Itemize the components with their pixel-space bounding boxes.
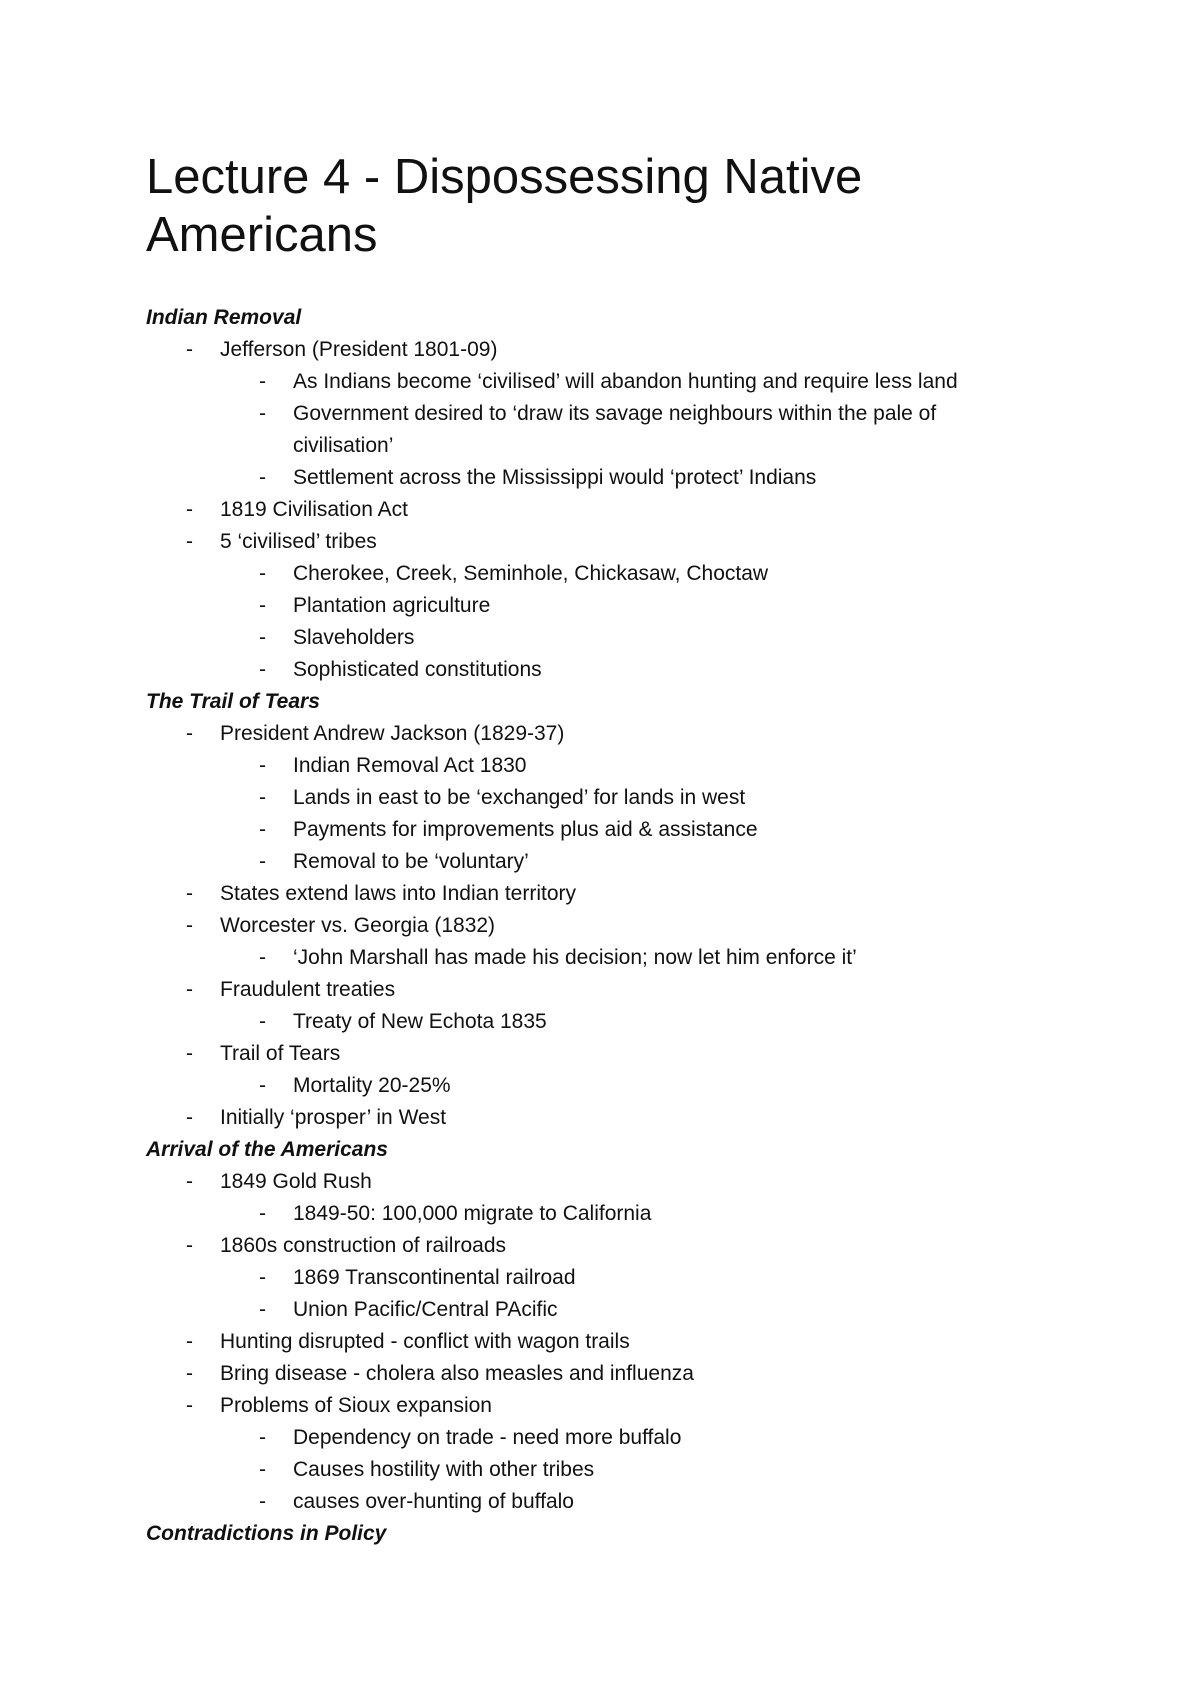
bullet-dash: -	[259, 1010, 266, 1033]
list-item-text: Removal to be ‘voluntary’	[293, 850, 529, 873]
list-item-text: Government desired to ‘draw its savage neighbours within the pale of	[293, 402, 937, 425]
list-item-text: Dependency on trade - need more buffalo	[293, 1426, 682, 1449]
bullet-dash: -	[186, 882, 193, 905]
bullet-dash: -	[259, 1298, 266, 1321]
list-item-text: Slaveholders	[293, 626, 415, 649]
bullet-dash: -	[186, 530, 193, 553]
page-title	[146, 148, 1106, 264]
bullet-dash: -	[186, 1362, 193, 1385]
list-item-text: Fraudulent treaties	[220, 978, 396, 1001]
list-item-text: Sophisticated constitutions	[293, 658, 542, 681]
bullet-dash: -	[259, 466, 266, 489]
list-item-text: Problems of Sioux expansion	[220, 1394, 492, 1417]
bullet-dash: -	[259, 754, 266, 777]
bullet-dash: -	[186, 1170, 193, 1193]
list-item-text: Payments for improvements plus aid & assistance	[293, 818, 758, 841]
bullet-dash: -	[259, 1266, 266, 1289]
bullet-dash: -	[186, 914, 193, 937]
bullet-dash: -	[259, 1426, 266, 1449]
list-item-text: Hunting disrupted - conflict with wagon trails	[220, 1330, 630, 1353]
list-item-text: Indian Removal Act 1830	[293, 754, 527, 777]
list-item-text: Treaty of New Echota 1835	[293, 1010, 547, 1033]
bullet-dash: -	[186, 1042, 193, 1065]
section-heading-arrival: Arrival of the Americans	[146, 1138, 388, 1161]
bullet-dash: -	[186, 1106, 193, 1129]
list-item-text: Trail of Tears	[220, 1042, 341, 1065]
list-item-text: Lands in east to be ‘exchanged’ for lands in west	[293, 786, 746, 809]
bullet-dash: -	[259, 626, 266, 649]
list-item-text: 5 ‘civilised’ tribes	[220, 530, 377, 553]
title-line-2: Americans	[146, 208, 378, 262]
bullet-dash: -	[186, 1330, 193, 1353]
list-item-text: Union Pacific/Central PAcific	[293, 1298, 558, 1321]
list-item-text: President Andrew Jackson (1829-37)	[220, 722, 565, 745]
list-item-text: As Indians become ‘civilised’ will abandon hunting and require less land	[293, 370, 958, 393]
section-heading-trail-of-tears: The Trail of Tears	[146, 690, 320, 713]
section-heading-contradictions: Contradictions in Policy	[146, 1522, 387, 1545]
bullet-dash: -	[259, 786, 266, 809]
list-item-text: 1849 Gold Rush	[220, 1170, 372, 1193]
list-item-text: 1819 Civilisation Act	[220, 498, 408, 521]
list-item-text: 1869 Transcontinental railroad	[293, 1266, 576, 1289]
bullet-dash: -	[259, 946, 266, 969]
bullet-dash: -	[259, 1490, 266, 1513]
list-item-continuation: civilisation’	[293, 434, 394, 457]
bullet-dash: -	[259, 370, 266, 393]
bullet-dash: -	[186, 498, 193, 521]
list-item-text: Bring disease - cholera also measles and influenza	[220, 1362, 694, 1385]
bullet-dash: -	[259, 818, 266, 841]
title-line-1: Lecture 4 - Dispossessing Native	[146, 150, 863, 204]
bullet-dash: -	[186, 338, 193, 361]
list-item-text: ‘John Marshall has made his decision; now let him enforce it’	[293, 946, 857, 969]
bullet-dash: -	[186, 978, 193, 1001]
list-item-text: Causes hostility with other tribes	[293, 1458, 595, 1481]
bullet-dash: -	[259, 658, 266, 681]
bullet-dash: -	[186, 722, 193, 745]
list-item-text: causes over-hunting of buffalo	[293, 1490, 574, 1513]
list-item-text: Mortality 20-25%	[293, 1074, 451, 1097]
list-item-text: Worcester vs. Georgia (1832)	[220, 914, 496, 937]
list-item-text: Settlement across the Mississippi would ‘protect’ Indians	[293, 466, 817, 489]
bullet-dash: -	[259, 1202, 266, 1225]
bullet-dash: -	[186, 1234, 193, 1257]
list-item-text: Plantation agriculture	[293, 594, 491, 617]
bullet-dash: -	[259, 1074, 266, 1097]
list-item-text: States extend laws into Indian territory	[220, 882, 577, 905]
bullet-dash: -	[259, 402, 266, 425]
list-item-text: Jefferson (President 1801-09)	[220, 338, 498, 361]
list-item-text: Initially ‘prosper’ in West	[220, 1106, 447, 1129]
list-item-text: 1849-50: 100,000 migrate to California	[293, 1202, 652, 1225]
list-item-text: Cherokee, Creek, Seminhole, Chickasaw, Choctaw	[293, 562, 769, 585]
bullet-dash: -	[259, 562, 266, 585]
bullet-dash: -	[259, 594, 266, 617]
bullet-dash: -	[186, 1394, 193, 1417]
list-item-text: 1860s construction of railroads	[220, 1234, 506, 1257]
section-heading-indian-removal: Indian Removal	[146, 306, 302, 329]
bullet-dash: -	[259, 1458, 266, 1481]
bullet-dash: -	[259, 850, 266, 873]
